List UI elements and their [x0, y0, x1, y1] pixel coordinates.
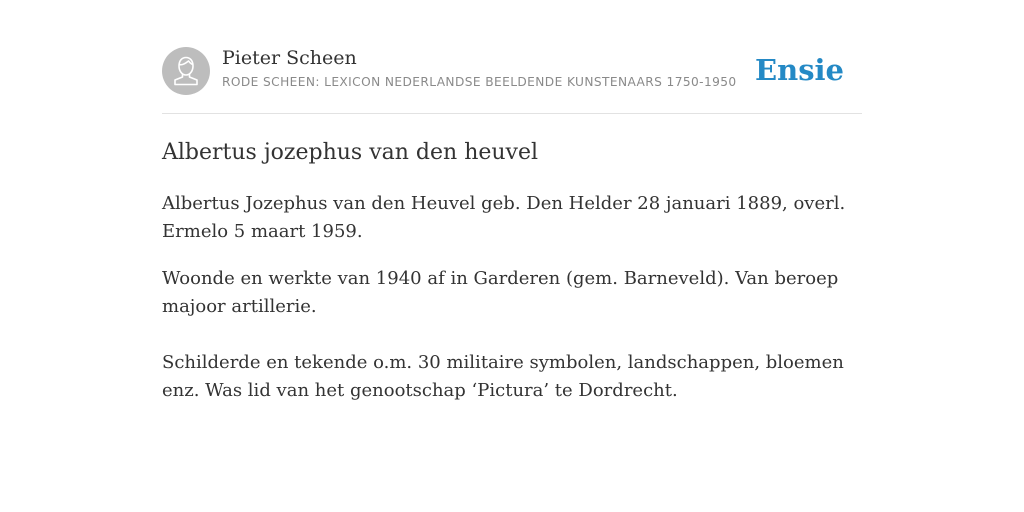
- author-avatar[interactable]: [162, 47, 210, 95]
- header-divider: [162, 113, 862, 114]
- article-paragraph: Albertus Jozephus van den Heuvel geb. Den Helder 28 januari 1889, overl. Ermelo 5 maart 1959.: [162, 193, 846, 242]
- article-paragraph: Schilderde en tekende o.m. 30 militaire symbolen, landschappen, bloemen enz. Was lid van het genootschap ‘Pictura’ te Dordrecht.: [162, 352, 844, 401]
- article-paragraph: Woonde en werkte van 1940 af in Garderen (gem. Barneveld). Van beroep majoor artillerie.: [162, 268, 839, 317]
- author-name[interactable]: Pieter Scheen: [222, 47, 357, 69]
- source-label[interactable]: RODE SCHEEN: LEXICON NEDERLANDSE BEELDENDE KUNSTENAARS 1750-1950: [222, 75, 737, 89]
- author-header: [162, 46, 862, 96]
- brand-logo[interactable]: Ensie: [755, 53, 844, 87]
- article-title: Albertus jozephus van den heuvel: [162, 140, 539, 165]
- user-silhouette-icon: [162, 47, 210, 95]
